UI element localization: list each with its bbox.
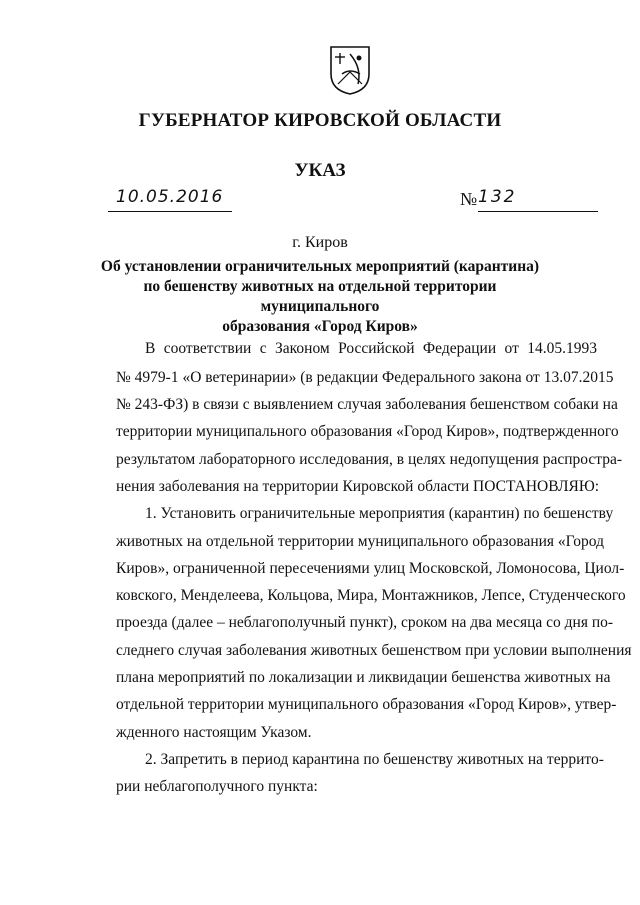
body-line: нения заболевания на территории Кировской области ПОСТАНОВЛЯЮ: xyxy=(116,478,600,495)
body-line: плана мероприятий по локализации и ликвидации бешенства животных на xyxy=(116,669,611,686)
body-line: следнего случая заболевания животных бешенством при условии выполнения xyxy=(116,642,632,659)
document-number: 132 xyxy=(478,187,517,207)
body-line: животных на отдельной территории муниципального образования «Город xyxy=(116,533,604,550)
body-line: отдельной территории муниципального образования «Город Киров», утвер- xyxy=(116,696,617,713)
title-line: Об установлении ограничительных мероприятий (карантина) xyxy=(100,258,540,275)
title-line: по бешенству животных на отдельной территории муниципального xyxy=(143,278,497,315)
body-line: № 243-ФЗ) в связи с выявлением случая заболевания бешенством собаки на xyxy=(116,396,618,413)
body-line: 2. Запретить в период карантина по бешенству животных на террито- xyxy=(145,751,604,768)
title-line: образования «Город Киров» xyxy=(222,318,418,335)
document-date: 10.05.2016 xyxy=(116,187,224,207)
number-label: № xyxy=(460,189,478,209)
body-line: 1. Установить ограничительные мероприятия (карантин) по бешенству xyxy=(145,505,614,522)
body-line: В соответствии с Законом Российской Федерации от 14.05.1993 xyxy=(145,340,597,357)
body-line: территории муниципального образования «Город Киров», подтвержденного xyxy=(116,423,619,440)
document-title xyxy=(100,257,540,337)
body-line: ковского, Менделеева, Кольцова, Мира, Монтажников, Лепсе, Студенческого xyxy=(116,587,626,604)
body-line: рии неблагополучного пункта: xyxy=(116,778,318,795)
city-line: г. Киров xyxy=(292,234,348,251)
body-line: жденного настоящим Указом. xyxy=(116,724,312,741)
body-line: Киров», ограниченной пересечениями улиц Московской, Ломоносова, Циол- xyxy=(116,560,625,577)
body-line: результатом лабораторного исследования, в целях недопущения распростра- xyxy=(116,451,623,468)
coat-of-arms-emblem xyxy=(328,44,372,96)
date-field xyxy=(108,187,232,212)
document-type-heading: УКАЗ xyxy=(294,160,346,181)
authority-heading: ГУБЕРНАТОР КИРОВСКОЙ ОБЛАСТИ xyxy=(138,110,502,131)
number-field xyxy=(478,187,598,212)
body-line: № 4979-1 «О ветеринарии» (в редакции Федерального закона от 13.07.2015 xyxy=(116,369,614,386)
body-line: проезда (далее – неблагополучный пункт), сроком на два месяца со дня по- xyxy=(116,614,614,631)
